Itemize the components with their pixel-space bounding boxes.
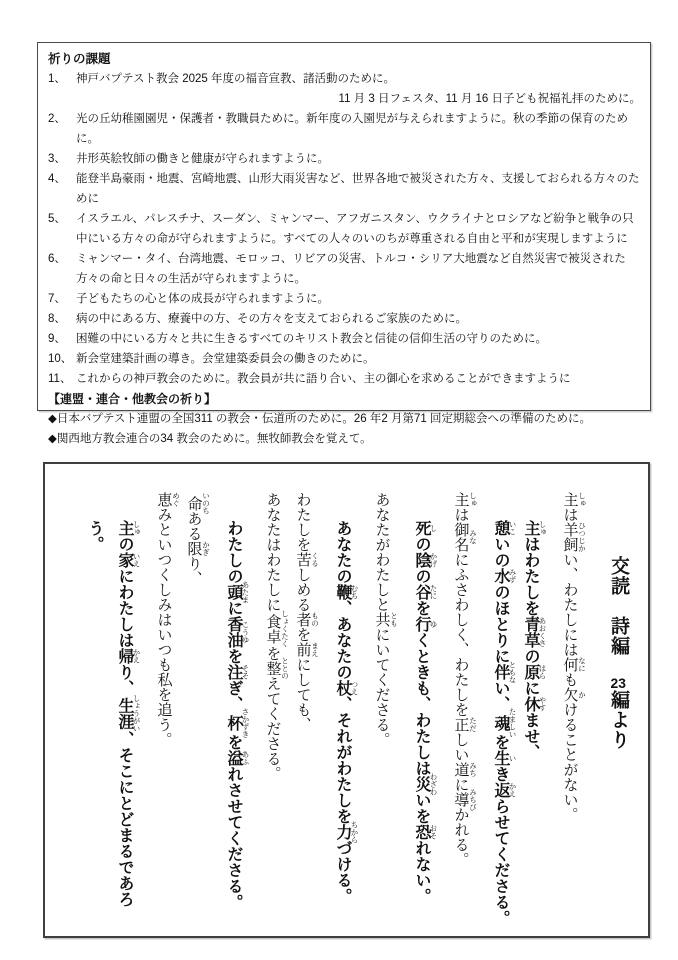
prayer-item-subline: 11 月 3 日フェスタ、11 月 16 日子ども祝福礼拝のために。 [338, 93, 641, 105]
furigana-segment: 羊飼 ひつじか [561, 522, 587, 552]
prayer-item [48, 289, 641, 309]
prayer-item-number: 2、 [48, 113, 66, 125]
furigana-segment: 死 し [413, 520, 438, 536]
psalm-title [600, 472, 636, 930]
furigana-segment: 限 かぎ [185, 540, 211, 556]
furigana-segment: 恵 めぐ [155, 492, 181, 507]
psalm-line-leader: あなたがわたしと共 ともにいてくださる。 [373, 492, 399, 747]
furigana-segment: 前 まえ [294, 642, 320, 657]
furigana-segment: 注 そそ [225, 664, 250, 680]
psalm-title-number: 23 [610, 676, 626, 690]
furigana-segment: 生涯 しょうがい [116, 694, 141, 733]
furigana-segment: 休 やす [522, 696, 547, 712]
furigana-segment: 力 ちから [334, 820, 359, 844]
psalm-line-leader: わたしを苦 くるしめる者 ものを前 まえにしても、 あなたはわたしに食卓 しょくたくを整 ととのえてくださる。 [264, 492, 320, 781]
prayer-item-number: 5、 [48, 213, 66, 225]
prayer-item-number: 6、 [48, 253, 66, 265]
furigana-segment: 魂 たましい [492, 708, 517, 738]
prayer-item-number: 10、 [48, 353, 73, 365]
furigana-segment: 主 しゅ [561, 492, 587, 507]
psalm-title-post: 編より [608, 690, 629, 750]
furigana-segment: 者 もの [294, 612, 320, 627]
furigana-segment: 御名 みな [452, 522, 478, 552]
prayer-item [48, 69, 641, 109]
psalm-line-leader: 主 しゅは羊飼 ひつじかい、わたしには何 なにも欠 かけることがない。 [561, 492, 587, 822]
furigana-segment: 青草 あおくさ [522, 616, 547, 648]
furigana-segment: 鞭 むち [334, 584, 359, 600]
prayer-topics-box [37, 42, 651, 445]
federation-item: ◆関西地方教会連合の34 教会のために。無牧師教会を覚えて。 [48, 433, 372, 445]
prayer-item-text: 能登半島豪雨・地震、宮崎地震、山形大雨災害など、世界各地で被災された方々、支援しておられる方々のために [76, 173, 640, 205]
prayer-item-number: 3、 [48, 153, 66, 165]
prayer-item-number: 7、 [48, 293, 66, 305]
prayer-item [48, 309, 641, 329]
furigana-segment: 整 ととの [264, 657, 290, 680]
prayer-item-number: 8、 [48, 313, 66, 325]
federation-heading: 【連盟・連合・他教会の祈り】 [48, 392, 217, 406]
prayer-item-text: 困難の中にいる方々と共に生きるすべてのキリスト教会と信徒の信仰生活の守りのために。 [76, 333, 548, 345]
prayer-item [48, 169, 641, 209]
furigana-segment: 恐 おそ [413, 824, 438, 840]
furigana-segment: 溢 あふ [225, 750, 250, 766]
psalm-line-congregation: 死 しの陰 かげの谷 たにを行 ゆくときも、わたしは災 わざわいを恐 おそれない。 [413, 520, 438, 904]
furigana-segment: 何 なに [561, 657, 587, 672]
prayer-item-number: 9、 [48, 333, 66, 345]
furigana-segment: 導 みちび [452, 788, 478, 811]
furigana-segment: 伴 ともな [492, 660, 517, 684]
prayer-item-number: 11、 [48, 373, 72, 385]
furigana-segment: 正 ただ [452, 717, 478, 732]
furigana-segment: 頭 あたま [225, 580, 250, 604]
prayer-item [48, 369, 641, 389]
furigana-segment: 主 しゅ [116, 520, 141, 536]
furigana-segment: 主 しゅ [522, 520, 547, 536]
psalm-line-leader: 主 しゅは御名 みなにふさわしく、わたしを正 ただしい道 みちに導 みちびかれる。 [452, 492, 478, 867]
psalm-box [43, 462, 650, 938]
prayer-item-text: 神戸バプテスト教会 2025 年度の福音宣教、諸活動のために。 11 月 3 日フェスタ、11 月 16 日子ども祝福礼拝のために。 [76, 69, 641, 109]
furigana-segment: 香油 こうゆ [225, 616, 250, 648]
prayer-item [48, 109, 641, 149]
psalm-vertical-text [45, 464, 674, 936]
furigana-segment: 杯 さかずき [225, 708, 250, 738]
psalm-line-congregation: あなたの鞭 むち、あなたの杖 つえ、それがわたしを力 ちからづける。 [334, 520, 359, 904]
furigana-segment: 陰 かげ [413, 552, 438, 568]
prayer-item [48, 209, 641, 249]
furigana-segment: 杖 つえ [334, 680, 359, 696]
furigana-segment: 道 みち [452, 762, 478, 777]
prayer-item [48, 349, 641, 369]
furigana-segment: 行 ゆ [413, 616, 438, 632]
furigana-segment: 共 とも [373, 612, 399, 627]
prayer-item [48, 329, 641, 349]
federation-list [48, 409, 641, 449]
prayer-item-number: 1、 [48, 73, 66, 85]
furigana-segment: 家 いえ [116, 552, 141, 568]
furigana-segment: 帰 かえ [116, 648, 141, 664]
furigana-segment: 返 かえ [492, 782, 517, 798]
prayer-item-text: イスラエル、パレスチナ、スーダン、ミャンマー、アフガニスタン、ウクライナとロシアなど紛争と戦争の只中にいる方々の命が守られますように。すべての人々のいのちが尊重される自由と平和が実現しますように [76, 213, 634, 245]
prayer-item-text: 子どもたちの心と体の成長が守られますように。 [76, 293, 329, 305]
prayer-item-text: 光の丘幼稚園園児・保護者・教職員ために。新年度の入園児が与えられますように。秋の季節の保育のために。 [76, 113, 628, 145]
psalm-line-congregation: 主 しゅの家 いえにわたしは帰 かえり、生涯 しょうがい、そこにとどまるであろう。 [86, 520, 141, 907]
prayer-item-text: 新会堂建築計画の導き。会堂建築委員会の働きのために。 [76, 353, 375, 365]
prayer-item-text: 病の中にある方、療養中の方、その方々を支えておられるご家族のために。 [76, 313, 467, 325]
furigana-segment: 食卓 しょくたく [264, 610, 290, 648]
prayer-item-text: 井形英絵牧師の働きと健康が守られますように。 [76, 153, 329, 165]
furigana-segment: 原 はら [522, 664, 547, 680]
psalm-line-congregation: わたしの頭 あたまに香油 こうゆを注 そそぎ、杯 さかずきを溢 あふれさせてくださる。 [225, 520, 250, 910]
prayer-box-title: 祈りの課題 [48, 52, 111, 66]
furigana-segment: 主 しゅ [452, 492, 478, 507]
prayer-item-number: 4、 [48, 173, 66, 185]
furigana-segment: 憩 いこ [492, 520, 517, 536]
prayer-list [48, 69, 641, 389]
furigana-segment: 災 わざわ [413, 772, 438, 796]
prayer-item [48, 249, 641, 289]
prayer-item-text: ミャンマー・タイ、台湾地震、モロッコ、リビアの災害、トルコ・シリア大地震など自然災害で被災された方々の命と日々の生活が守られますように。 [76, 253, 626, 285]
furigana-segment: 生 い [492, 750, 517, 766]
furigana-segment: 水 みず [492, 568, 517, 584]
furigana-segment: 欠 か [561, 687, 587, 702]
psalm-line-leader: 命 いのちある限 かぎり、 恵 めぐみといつくしみはいつも私を追う。 [155, 492, 211, 747]
furigana-segment: 谷 たに [413, 584, 438, 600]
furigana-segment: 命 いのち [185, 492, 211, 515]
federation-item: ◆日本バプテスト連盟の全国311 の教会・伝道所のために。26 年2 月第71 回定期総会への準備のために。 [48, 413, 591, 425]
prayer-item-text: これからの神戸教会のために。教会員が共に語り合い、主の御心を求めることができますように [76, 373, 571, 385]
psalm-title-pre: 交読 詩編 [608, 556, 629, 676]
prayer-item [48, 149, 641, 169]
furigana-segment: 苦 くる [294, 552, 320, 567]
psalm-line-congregation: 主 しゅはわたしを青草 あおくさの原 はらに休 やすませ、 憩 いこいの水 みずのほとりに伴 ともない、魂 たましいを生 いき返 かえらせてくださる。 [492, 520, 547, 926]
